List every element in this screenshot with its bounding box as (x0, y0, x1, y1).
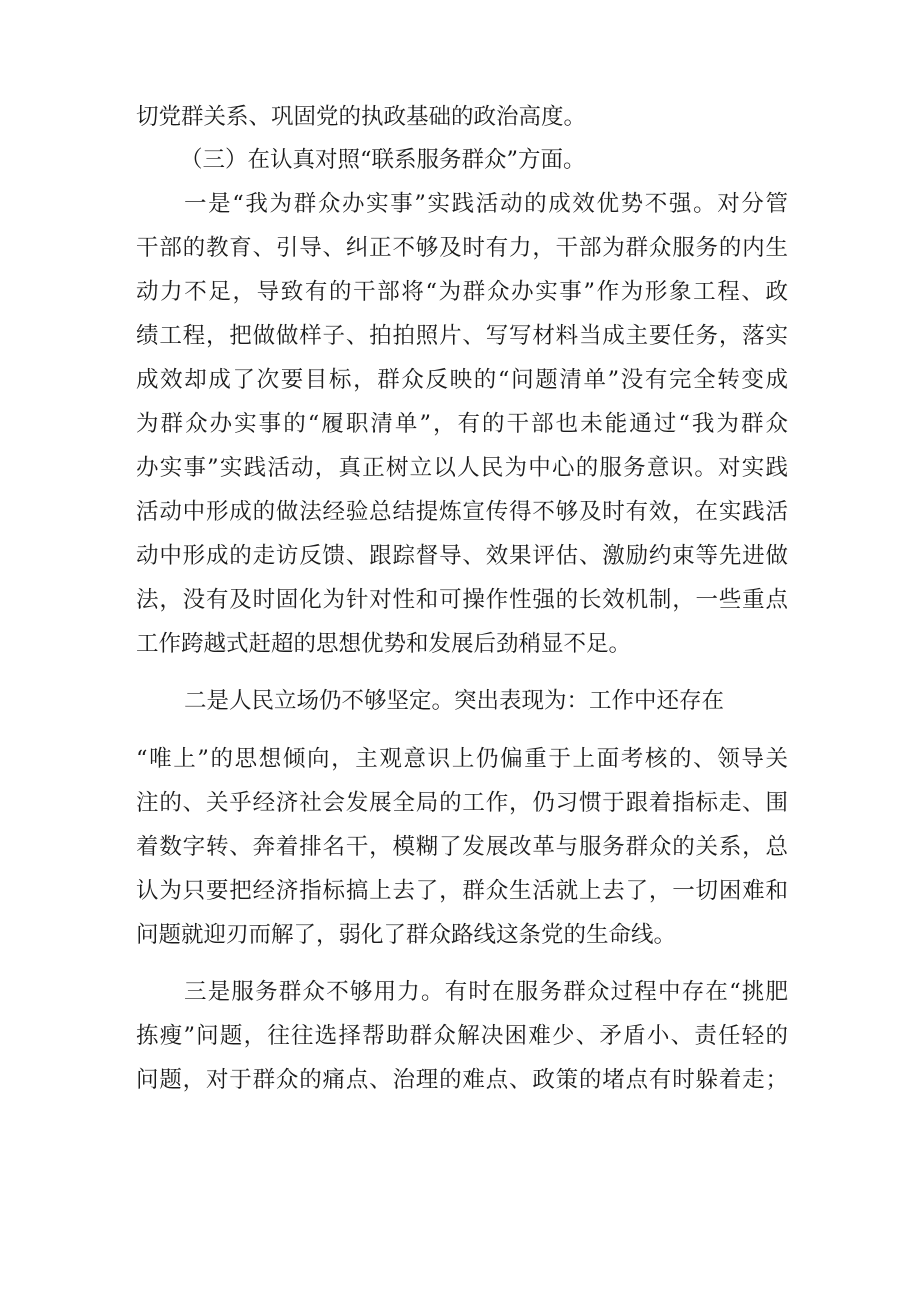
text-line: 注的、关乎经济社会发展全局的工作，仍习惯于跟着指标走、围 (136, 790, 788, 816)
text-line: 认为只要把经济指标搞上去了，群众生活就上去了，一切困难和 (136, 878, 788, 904)
text-line: 成效却成了次要目标，群众反映的“问题清单”没有完全转变成 (136, 367, 788, 393)
text-line: 为群众办实事的“履职清单”，有的干部也未能通过“我为群众 (136, 411, 788, 437)
text-line: 一是“我为群众办实事”实践活动的成效优势不强。对分管 (184, 191, 788, 217)
text-line: 二是人民立场仍不够坚定。突出表现为：工作中还存在 (184, 688, 725, 714)
text-line: 着数字转、奔着排名干，模糊了发展改革与服务群众的关系，总 (136, 834, 788, 860)
text-line: 法，没有及时固化为针对性和可操作性强的长效机制，一些重点 (136, 587, 788, 613)
text-line: 干部的教育、引导、纠正不够及时有力，干部为群众服务的内生 (136, 235, 788, 261)
text-line: 切党群关系、巩固党的执政基础的政治高度。 (136, 104, 587, 130)
section-heading: （三）在认真对照“联系服务群众”方面。 (180, 147, 586, 173)
text-line: 活动中形成的做法经验总结提炼宣传得不够及时有效，在实践活 (136, 499, 788, 525)
text-line: 三是服务群众不够用力。有时在服务群众过程中存在“挑肥 (184, 979, 788, 1005)
text-line: 动力不足，导致有的干部将“为群众办实事”作为形象工程、政 (136, 279, 788, 305)
text-line: 问题就迎刃而解了，弱化了群众路线这条党的生命线。 (136, 922, 677, 948)
text-line: “唯上”的思想倾向，主观意识上仍偏重于上面考核的、领导关 (136, 746, 788, 772)
text-line: 动中形成的走访反馈、跟踪督导、效果评估、激励约束等先进做 (136, 543, 788, 569)
text-line: 工作跨越式赶超的思想优势和发展后劲稍显不足。 (136, 631, 632, 657)
text-line: 办实事”实践活动，真正树立以人民为中心的服务意识。对实践 (136, 455, 788, 481)
text-line: 问题，对于群众的痛点、治理的难点、政策的堵点有时躲着走； (136, 1067, 788, 1093)
text-line: 绩工程，把做做样子、拍拍照片、写写材料当成主要任务，落实 (136, 323, 788, 349)
text-line: 拣瘦”问题，往往选择帮助群众解决困难少、矛盾小、责任轻的 (136, 1023, 788, 1049)
